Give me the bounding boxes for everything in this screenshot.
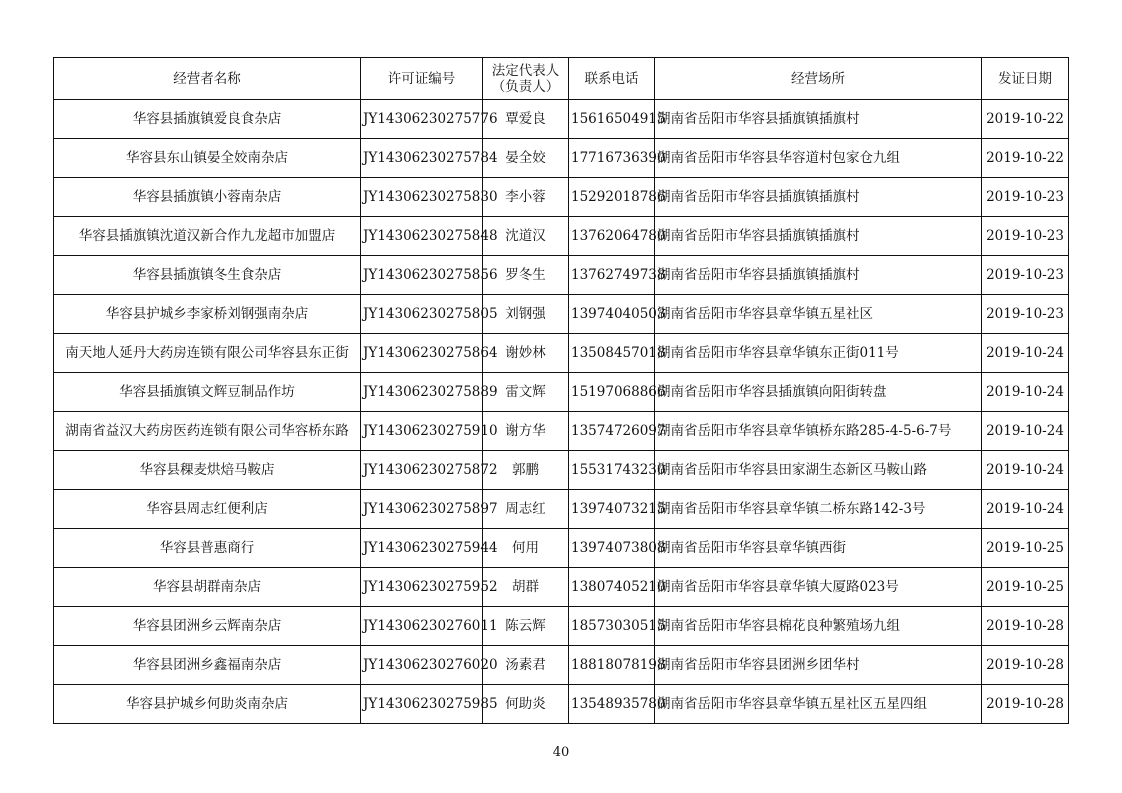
cell-operator-name: 华容县护城乡李家桥刘钢强南杂店 [54, 295, 361, 334]
cell-issue-date: 2019-10-28 [982, 607, 1069, 646]
cell-phone: 17716736390 [569, 139, 655, 178]
table-row [54, 685, 1069, 724]
cell-phone: 13762749738 [569, 256, 655, 295]
cell-address: 湖南省岳阳市华容县章华镇二桥东路142-3号 [655, 490, 982, 529]
cell-issue-date: 2019-10-24 [982, 373, 1069, 412]
cell-license-number: JY14306230275897 [361, 490, 483, 529]
header-address: 经营场所 [655, 58, 982, 100]
cell-address: 湖南省岳阳市华容县插旗镇插旗村 [655, 100, 982, 139]
cell-issue-date: 2019-10-24 [982, 334, 1069, 373]
cell-phone: 18818078198 [569, 646, 655, 685]
cell-operator-name: 华容县插旗镇文辉豆制品作坊 [54, 373, 361, 412]
cell-license-number: JY14306230275952 [361, 568, 483, 607]
table-row [54, 100, 1069, 139]
cell-legal-representative: 李小蓉 [483, 178, 569, 217]
cell-phone: 13762064780 [569, 217, 655, 256]
cell-legal-representative: 覃爱良 [483, 100, 569, 139]
cell-operator-name: 华容县团洲乡云辉南杂店 [54, 607, 361, 646]
cell-license-number: JY14306230275944 [361, 529, 483, 568]
table-row [54, 451, 1069, 490]
cell-legal-representative: 罗冬生 [483, 256, 569, 295]
cell-issue-date: 2019-10-23 [982, 217, 1069, 256]
cell-operator-name: 华容县普惠商行 [54, 529, 361, 568]
cell-operator-name: 华容县插旗镇爱良食杂店 [54, 100, 361, 139]
cell-address: 湖南省岳阳市华容县插旗镇插旗村 [655, 217, 982, 256]
cell-license-number: JY14306230275805 [361, 295, 483, 334]
header-rep-line1: 法定代表人 [491, 62, 560, 79]
cell-legal-representative: 晏全姣 [483, 139, 569, 178]
cell-license-number: JY14306230275830 [361, 178, 483, 217]
cell-phone: 18573030515 [569, 607, 655, 646]
cell-legal-representative: 陈云辉 [483, 607, 569, 646]
cell-operator-name: 华容县插旗镇沈道汉新合作九龙超市加盟店 [54, 217, 361, 256]
cell-license-number: JY14306230275872 [361, 451, 483, 490]
cell-issue-date: 2019-10-28 [982, 646, 1069, 685]
table-row [54, 295, 1069, 334]
cell-address: 湖南省岳阳市华容县华容道村包家仓九组 [655, 139, 982, 178]
header-legal-representative [483, 58, 569, 100]
cell-legal-representative: 何助炎 [483, 685, 569, 724]
table-row [54, 646, 1069, 685]
cell-legal-representative: 汤素君 [483, 646, 569, 685]
cell-issue-date: 2019-10-25 [982, 529, 1069, 568]
cell-operator-name: 华容县胡群南杂店 [54, 568, 361, 607]
cell-issue-date: 2019-10-24 [982, 451, 1069, 490]
cell-phone: 15292018786 [569, 178, 655, 217]
table-header-row [54, 58, 1069, 100]
cell-issue-date: 2019-10-23 [982, 295, 1069, 334]
header-license-number: 许可证编号 [361, 58, 483, 100]
cell-phone: 15616504915 [569, 100, 655, 139]
cell-phone: 15197068866 [569, 373, 655, 412]
cell-license-number: JY14306230275776 [361, 100, 483, 139]
cell-address: 湖南省岳阳市华容县章华镇东正街011号 [655, 334, 982, 373]
cell-address: 湖南省岳阳市华容县章华镇五星社区 [655, 295, 982, 334]
cell-license-number: JY14306230275856 [361, 256, 483, 295]
cell-address: 湖南省岳阳市华容县章华镇西街 [655, 529, 982, 568]
cell-operator-name: 华容县周志红便利店 [54, 490, 361, 529]
cell-issue-date: 2019-10-24 [982, 412, 1069, 451]
cell-legal-representative: 沈道汉 [483, 217, 569, 256]
cell-operator-name: 华容县护城乡何助炎南杂店 [54, 685, 361, 724]
cell-address: 湖南省岳阳市华容县章华镇大厦路023号 [655, 568, 982, 607]
header-operator-name: 经营者名称 [54, 58, 361, 100]
cell-license-number: JY14306230275784 [361, 139, 483, 178]
license-table [53, 57, 1069, 724]
cell-legal-representative: 雷文辉 [483, 373, 569, 412]
cell-license-number: JY14306230275889 [361, 373, 483, 412]
cell-legal-representative: 刘钢强 [483, 295, 569, 334]
cell-address: 湖南省岳阳市华容县章华镇桥东路285-4-5-6-7号 [655, 412, 982, 451]
cell-issue-date: 2019-10-22 [982, 139, 1069, 178]
cell-issue-date: 2019-10-24 [982, 490, 1069, 529]
table-body [54, 100, 1069, 724]
cell-address: 湖南省岳阳市华容县团洲乡团华村 [655, 646, 982, 685]
cell-license-number: JY14306230276020 [361, 646, 483, 685]
table-row [54, 568, 1069, 607]
table-row [54, 412, 1069, 451]
cell-license-number: JY14306230275985 [361, 685, 483, 724]
header-phone: 联系电话 [569, 58, 655, 100]
cell-issue-date: 2019-10-25 [982, 568, 1069, 607]
cell-phone: 13974073808 [569, 529, 655, 568]
cell-license-number: JY14306230275910 [361, 412, 483, 451]
cell-address: 湖南省岳阳市华容县田家湖生态新区马鞍山路 [655, 451, 982, 490]
table-row [54, 373, 1069, 412]
table-row [54, 217, 1069, 256]
cell-operator-name: 湖南省益汉大药房医药连锁有限公司华容桥东路 [54, 412, 361, 451]
cell-operator-name: 华容县团洲乡鑫福南杂店 [54, 646, 361, 685]
cell-phone: 13548935780 [569, 685, 655, 724]
cell-legal-representative: 谢妙林 [483, 334, 569, 373]
cell-license-number: JY14306230275864 [361, 334, 483, 373]
cell-address: 湖南省岳阳市华容县棉花良种繁殖场九组 [655, 607, 982, 646]
cell-issue-date: 2019-10-28 [982, 685, 1069, 724]
table-row [54, 139, 1069, 178]
cell-phone: 13574726097 [569, 412, 655, 451]
cell-address: 湖南省岳阳市华容县插旗镇向阳街转盘 [655, 373, 982, 412]
header-issue-date: 发证日期 [982, 58, 1069, 100]
cell-phone: 13508457018 [569, 334, 655, 373]
cell-phone: 15531743230 [569, 451, 655, 490]
cell-license-number: JY14306230275848 [361, 217, 483, 256]
cell-operator-name: 华容县稞麦烘焙马鞍店 [54, 451, 361, 490]
cell-operator-name: 南天地人延丹大药房连锁有限公司华容县东正街 [54, 334, 361, 373]
table-row [54, 178, 1069, 217]
page-number: 40 [552, 745, 570, 760]
cell-issue-date: 2019-10-22 [982, 100, 1069, 139]
table-row [54, 490, 1069, 529]
cell-operator-name: 华容县东山镇晏全姣南杂店 [54, 139, 361, 178]
cell-legal-representative: 何用 [483, 529, 569, 568]
cell-legal-representative: 胡群 [483, 568, 569, 607]
cell-license-number: JY14306230276011 [361, 607, 483, 646]
cell-issue-date: 2019-10-23 [982, 178, 1069, 217]
cell-operator-name: 华容县插旗镇冬生食杂店 [54, 256, 361, 295]
table-row [54, 529, 1069, 568]
header-rep-line2: （负责人） [491, 78, 560, 95]
cell-address: 湖南省岳阳市华容县章华镇五星社区五星四组 [655, 685, 982, 724]
cell-legal-representative: 周志红 [483, 490, 569, 529]
cell-operator-name: 华容县插旗镇小蓉南杂店 [54, 178, 361, 217]
cell-legal-representative: 谢方华 [483, 412, 569, 451]
table-row [54, 607, 1069, 646]
cell-phone: 13974040503 [569, 295, 655, 334]
cell-address: 湖南省岳阳市华容县插旗镇插旗村 [655, 256, 982, 295]
cell-issue-date: 2019-10-23 [982, 256, 1069, 295]
cell-phone: 13807405210 [569, 568, 655, 607]
table-row [54, 334, 1069, 373]
cell-legal-representative: 郭鹏 [483, 451, 569, 490]
table-row [54, 256, 1069, 295]
license-table-container [53, 57, 1068, 724]
cell-address: 湖南省岳阳市华容县插旗镇插旗村 [655, 178, 982, 217]
cell-phone: 13974073215 [569, 490, 655, 529]
